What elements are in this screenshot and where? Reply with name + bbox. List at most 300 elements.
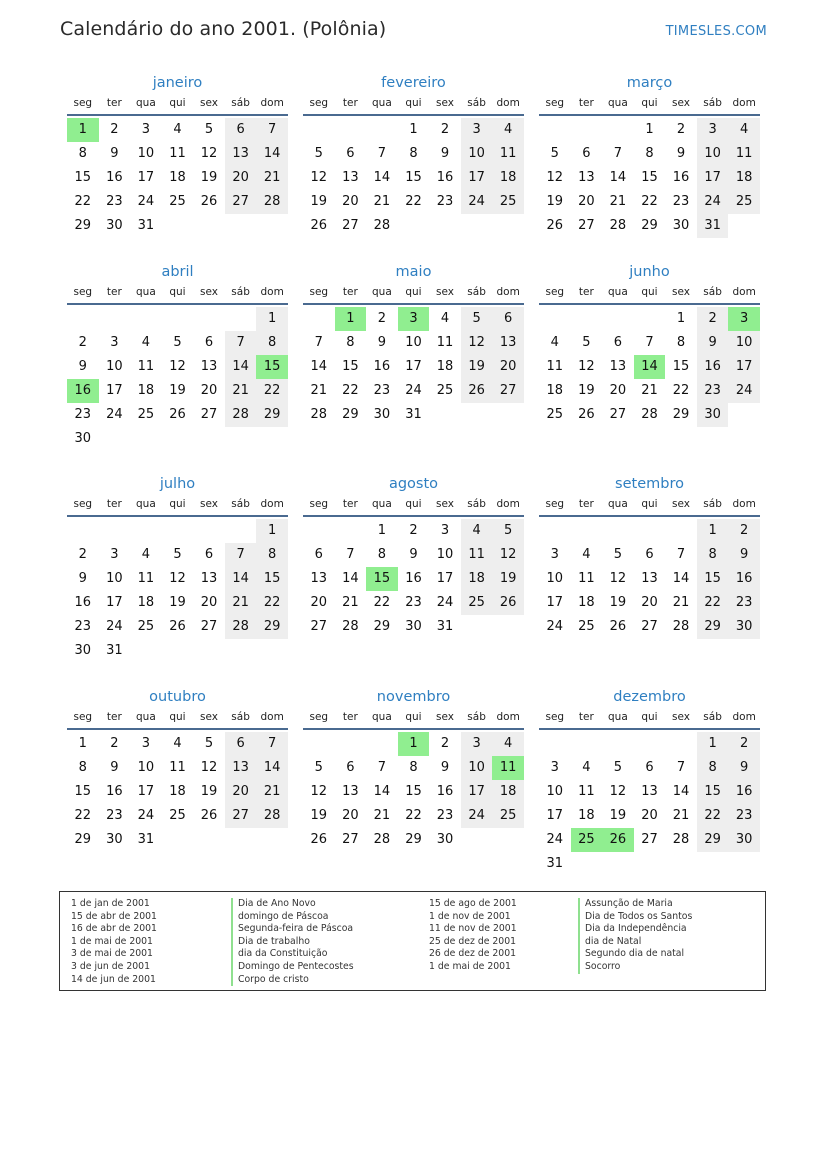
day-cell: 11 bbox=[137, 571, 155, 586]
weekday-label: qui bbox=[405, 97, 422, 109]
month-name: junho bbox=[629, 264, 670, 280]
day-cell: 16 bbox=[436, 784, 454, 799]
day-cell: 24 bbox=[106, 407, 123, 422]
weekday-label: sex bbox=[672, 498, 691, 510]
weekday-label: dom bbox=[732, 97, 756, 109]
day-cell: 12 bbox=[310, 784, 328, 799]
weekday-label: ter bbox=[578, 498, 594, 510]
weekday-label: seg bbox=[309, 97, 329, 109]
empty-cell bbox=[602, 118, 634, 142]
weekday-label: dom bbox=[496, 498, 520, 510]
day-cell: 8 bbox=[645, 146, 654, 161]
legend-date: 1 de nov de 2001 bbox=[429, 910, 511, 922]
weekday-label: dom bbox=[732, 711, 756, 723]
day-cell: 25 bbox=[546, 407, 564, 422]
empty-cell bbox=[602, 307, 634, 331]
day-cell: 12 bbox=[609, 571, 627, 586]
day-cell: 24 bbox=[728, 379, 760, 403]
day-cell: 29 bbox=[641, 218, 658, 233]
day-cell: 6 bbox=[645, 547, 654, 562]
day-cell: 14 bbox=[672, 784, 690, 799]
day-cell: 20 bbox=[342, 808, 359, 823]
month-junho bbox=[539, 261, 760, 427]
day-cell: 16 bbox=[405, 571, 422, 586]
day-cell: 31 bbox=[697, 214, 729, 238]
day-cell: 10 bbox=[137, 146, 155, 161]
day-cell: 10 bbox=[546, 571, 564, 586]
day-cell: 30 bbox=[405, 619, 422, 634]
day-cell: 10 bbox=[405, 335, 422, 350]
empty-cell bbox=[67, 307, 99, 331]
holiday-legend bbox=[59, 891, 766, 991]
day-cell: 26 bbox=[492, 591, 524, 615]
day-cell: 18 bbox=[137, 383, 155, 398]
day-cell: 15 bbox=[342, 359, 359, 374]
weekday-header bbox=[539, 283, 760, 305]
empty-cell bbox=[665, 519, 697, 543]
weekday-label: qui bbox=[405, 498, 422, 510]
empty-cell bbox=[366, 732, 398, 756]
day-cell: 15 bbox=[672, 359, 690, 374]
day-cell: 28 bbox=[225, 403, 257, 427]
day-grid bbox=[303, 307, 524, 427]
day-cell: 9 bbox=[697, 331, 729, 355]
day-cell: 24 bbox=[461, 804, 493, 828]
day-cell: 5 bbox=[550, 146, 559, 161]
day-cell: 17 bbox=[436, 571, 454, 586]
day-cell: 14 bbox=[609, 170, 627, 185]
day-cell: 17 bbox=[405, 359, 422, 374]
day-cell: 19 bbox=[200, 784, 218, 799]
day-grid bbox=[303, 118, 524, 238]
day-cell: 24 bbox=[546, 619, 564, 634]
day-cell: 7 bbox=[225, 331, 257, 355]
day-cell: 31 bbox=[546, 856, 564, 871]
day-cell: 14 bbox=[256, 142, 288, 166]
day-cell: 19 bbox=[310, 194, 328, 209]
day-cell: 18 bbox=[461, 567, 493, 591]
day-cell: 28 bbox=[373, 832, 391, 847]
month-janeiro bbox=[67, 72, 288, 238]
legend-holiday-name: Corpo de cristo bbox=[231, 974, 354, 987]
day-cell: 27 bbox=[342, 832, 359, 847]
weekday-label: ter bbox=[342, 286, 358, 298]
day-cell: 23 bbox=[697, 379, 729, 403]
day-cell: 28 bbox=[672, 619, 690, 634]
empty-cell bbox=[99, 307, 131, 331]
day-cell: 1 bbox=[377, 523, 387, 538]
day-cell: 18 bbox=[492, 780, 524, 804]
empty-cell bbox=[539, 118, 571, 142]
empty-cell bbox=[335, 732, 367, 756]
day-cell: 19 bbox=[461, 355, 493, 379]
weekday-label: qua bbox=[608, 97, 628, 109]
weekday-label: sáb bbox=[231, 286, 250, 298]
day-cell: 11 bbox=[169, 760, 186, 775]
day-cell: 26 bbox=[200, 808, 218, 823]
weekday-label: dom bbox=[732, 286, 756, 298]
day-cell: 28 bbox=[609, 218, 627, 233]
day-cell: 2 bbox=[110, 122, 119, 137]
weekday-label: seg bbox=[309, 286, 329, 298]
day-cell: 18 bbox=[436, 359, 454, 374]
day-cell: 13 bbox=[225, 756, 257, 780]
day-cell: 23 bbox=[436, 194, 454, 209]
day-cell: 9 bbox=[440, 760, 450, 775]
day-cell: 24 bbox=[405, 383, 422, 398]
day-cell: 12 bbox=[546, 170, 564, 185]
empty-cell bbox=[571, 732, 603, 756]
day-cell: 19 bbox=[609, 595, 627, 610]
day-cell: 22 bbox=[256, 379, 288, 403]
day-cell: 10 bbox=[697, 142, 729, 166]
weekday-label: sáb bbox=[703, 498, 722, 510]
day-cell: 14 bbox=[310, 359, 328, 374]
month-março bbox=[539, 72, 760, 238]
weekday-label: dom bbox=[260, 711, 284, 723]
month-name: agosto bbox=[388, 476, 439, 492]
day-cell: 10 bbox=[436, 547, 454, 562]
day-cell: 26 bbox=[546, 218, 564, 233]
legend-date: 15 de ago de 2001 bbox=[429, 898, 517, 909]
empty-cell bbox=[193, 519, 225, 543]
day-cell: 27 bbox=[342, 218, 359, 233]
day-cell: 13 bbox=[641, 784, 658, 799]
empty-cell bbox=[634, 307, 666, 331]
weekday-header bbox=[539, 94, 760, 116]
day-cell: 28 bbox=[373, 218, 391, 233]
day-cell: 21 bbox=[225, 591, 257, 615]
day-cell: 7 bbox=[377, 760, 387, 775]
holiday-day-cell: 26 bbox=[602, 828, 634, 852]
day-cell: 14 bbox=[373, 170, 391, 185]
day-cell: 20 bbox=[225, 166, 257, 190]
day-cell: 7 bbox=[676, 760, 686, 775]
day-cell: 26 bbox=[310, 832, 328, 847]
weekday-label: seg bbox=[73, 97, 93, 109]
empty-cell bbox=[225, 519, 257, 543]
weekday-label: qui bbox=[641, 498, 658, 510]
day-cell: 8 bbox=[346, 335, 355, 350]
day-cell: 4 bbox=[728, 118, 760, 142]
day-cell: 5 bbox=[613, 547, 623, 562]
day-cell: 2 bbox=[78, 335, 87, 350]
day-cell: 15 bbox=[641, 170, 658, 185]
day-cell: 29 bbox=[697, 615, 729, 639]
day-cell: 13 bbox=[342, 784, 359, 799]
weekday-label: seg bbox=[73, 711, 93, 723]
legend-holiday-name: Assunção de Maria bbox=[578, 898, 692, 911]
holiday-day-cell: 14 bbox=[634, 355, 666, 379]
day-cell: 12 bbox=[200, 760, 218, 775]
day-cell: 28 bbox=[310, 407, 328, 422]
legend-date: 14 de jun de 2001 bbox=[71, 973, 156, 985]
day-cell: 5 bbox=[204, 122, 214, 137]
day-cell: 19 bbox=[492, 567, 524, 591]
legend-holiday-name: Segundo dia de natal bbox=[578, 948, 692, 961]
month-novembro bbox=[303, 686, 524, 852]
day-cell: 4 bbox=[492, 118, 524, 142]
day-cell: 12 bbox=[461, 331, 493, 355]
day-cell: 13 bbox=[310, 571, 328, 586]
day-cell: 5 bbox=[173, 547, 182, 562]
empty-cell bbox=[67, 519, 99, 543]
day-cell: 13 bbox=[200, 359, 218, 374]
day-cell: 12 bbox=[609, 784, 627, 799]
empty-cell bbox=[162, 307, 194, 331]
day-cell: 5 bbox=[314, 760, 323, 775]
day-cell: 26 bbox=[169, 407, 186, 422]
day-cell: 11 bbox=[461, 543, 493, 567]
weekday-label: ter bbox=[342, 498, 358, 510]
day-cell: 23 bbox=[728, 591, 760, 615]
day-cell: 11 bbox=[169, 146, 186, 161]
day-cell: 26 bbox=[200, 194, 218, 209]
day-cell: 4 bbox=[440, 311, 450, 326]
legend-holiday-name: Dia de Ano Novo bbox=[231, 898, 354, 911]
day-cell: 27 bbox=[225, 190, 257, 214]
weekday-header bbox=[67, 94, 288, 116]
day-cell: 15 bbox=[74, 784, 92, 799]
day-cell: 27 bbox=[200, 619, 218, 634]
day-cell: 29 bbox=[672, 407, 690, 422]
day-cell: 26 bbox=[461, 379, 493, 403]
day-cell: 27 bbox=[641, 832, 658, 847]
holiday-day-cell: 1 bbox=[398, 732, 430, 756]
day-cell: 8 bbox=[377, 547, 387, 562]
day-cell: 7 bbox=[645, 335, 654, 350]
weekday-label: qui bbox=[169, 711, 186, 723]
weekday-header bbox=[303, 495, 524, 517]
day-cell: 22 bbox=[256, 591, 288, 615]
day-cell: 5 bbox=[314, 146, 323, 161]
empty-cell bbox=[193, 307, 225, 331]
month-agosto bbox=[303, 473, 524, 639]
day-cell: 14 bbox=[256, 756, 288, 780]
day-cell: 6 bbox=[346, 760, 355, 775]
empty-cell bbox=[539, 307, 571, 331]
day-cell: 29 bbox=[256, 403, 288, 427]
page-title: Calendário do ano 2001. (Polônia) bbox=[60, 18, 387, 40]
day-cell: 28 bbox=[256, 190, 288, 214]
weekday-header bbox=[539, 495, 760, 517]
day-cell: 17 bbox=[546, 595, 564, 610]
day-cell: 14 bbox=[342, 571, 359, 586]
day-cell: 21 bbox=[373, 194, 391, 209]
weekday-label: sáb bbox=[703, 286, 722, 298]
weekday-label: ter bbox=[578, 97, 594, 109]
day-cell: 28 bbox=[641, 407, 658, 422]
weekday-label: sáb bbox=[467, 711, 486, 723]
weekday-label: qui bbox=[641, 97, 658, 109]
day-cell: 23 bbox=[373, 383, 391, 398]
day-cell: 2 bbox=[728, 732, 760, 756]
day-cell: 1 bbox=[645, 122, 654, 137]
day-cell: 28 bbox=[342, 619, 359, 634]
legend-holiday-name: domingo de Páscoa bbox=[231, 911, 354, 924]
day-cell: 28 bbox=[256, 804, 288, 828]
empty-cell bbox=[602, 519, 634, 543]
day-cell: 2 bbox=[728, 519, 760, 543]
day-cell: 31 bbox=[106, 643, 123, 658]
day-cell: 10 bbox=[106, 359, 123, 374]
month-name: fevereiro bbox=[381, 75, 446, 91]
day-cell: 27 bbox=[200, 407, 218, 422]
empty-cell bbox=[571, 307, 603, 331]
weekday-label: sáb bbox=[467, 97, 486, 109]
day-cell: 21 bbox=[256, 780, 288, 804]
day-cell: 22 bbox=[342, 383, 359, 398]
weekday-label: qua bbox=[136, 286, 156, 298]
day-cell: 2 bbox=[676, 122, 686, 137]
day-cell: 30 bbox=[728, 615, 760, 639]
empty-cell bbox=[539, 732, 571, 756]
day-cell: 2 bbox=[377, 311, 387, 326]
day-cell: 16 bbox=[436, 170, 454, 185]
day-cell: 19 bbox=[546, 194, 564, 209]
day-cell: 8 bbox=[697, 756, 729, 780]
day-cell: 16 bbox=[728, 567, 760, 591]
day-cell: 20 bbox=[609, 383, 627, 398]
legend-date: 1 de mai de 2001 bbox=[429, 960, 511, 972]
day-cell: 10 bbox=[461, 142, 493, 166]
day-cell: 12 bbox=[310, 170, 328, 185]
day-cell: 20 bbox=[492, 355, 524, 379]
day-cell: 10 bbox=[461, 756, 493, 780]
day-cell: 7 bbox=[676, 547, 686, 562]
weekday-header bbox=[67, 283, 288, 305]
day-cell: 11 bbox=[546, 359, 564, 374]
legend-date: 3 de mai de 2001 bbox=[71, 948, 153, 960]
day-cell: 31 bbox=[137, 218, 155, 233]
day-cell: 8 bbox=[676, 335, 686, 350]
weekday-label: sáb bbox=[467, 286, 486, 298]
day-cell: 2 bbox=[440, 736, 450, 751]
day-cell: 3 bbox=[141, 736, 151, 751]
day-cell: 7 bbox=[314, 335, 323, 350]
day-cell: 31 bbox=[405, 407, 422, 422]
weekday-label: qua bbox=[608, 286, 628, 298]
day-cell: 24 bbox=[461, 190, 493, 214]
legend-holiday-name: dia de Natal bbox=[578, 936, 692, 949]
day-cell: 8 bbox=[409, 760, 418, 775]
day-cell: 15 bbox=[256, 567, 288, 591]
day-cell: 27 bbox=[578, 218, 595, 233]
weekday-label: seg bbox=[545, 498, 565, 510]
brand-link[interactable]: TIMESLES.COM bbox=[665, 24, 767, 39]
day-cell: 5 bbox=[204, 736, 214, 751]
day-cell: 3 bbox=[141, 122, 151, 137]
day-grid bbox=[67, 732, 288, 852]
day-cell: 11 bbox=[436, 335, 454, 350]
day-cell: 1 bbox=[256, 519, 288, 543]
day-cell: 7 bbox=[377, 146, 387, 161]
weekday-label: seg bbox=[73, 498, 93, 510]
day-cell: 24 bbox=[137, 808, 155, 823]
day-cell: 10 bbox=[137, 760, 155, 775]
weekday-label: qua bbox=[136, 711, 156, 723]
legend-col2-names bbox=[578, 898, 692, 974]
day-cell: 2 bbox=[78, 547, 87, 562]
weekday-label: sex bbox=[200, 286, 219, 298]
day-cell: 18 bbox=[578, 808, 595, 823]
legend-col1-names bbox=[231, 898, 354, 986]
day-cell: 1 bbox=[78, 736, 87, 751]
weekday-label: qua bbox=[372, 97, 392, 109]
weekday-label: ter bbox=[342, 711, 358, 723]
day-cell: 19 bbox=[200, 170, 218, 185]
day-cell: 20 bbox=[225, 780, 257, 804]
day-cell: 8 bbox=[697, 543, 729, 567]
month-name: abril bbox=[161, 264, 194, 280]
weekday-label: sáb bbox=[231, 97, 250, 109]
day-cell: 6 bbox=[314, 547, 323, 562]
day-cell: 17 bbox=[106, 383, 123, 398]
day-cell: 18 bbox=[169, 170, 186, 185]
month-outubro bbox=[67, 686, 288, 852]
day-cell: 16 bbox=[106, 784, 123, 799]
day-cell: 20 bbox=[641, 808, 658, 823]
weekday-label: qua bbox=[136, 97, 156, 109]
day-cell: 19 bbox=[578, 383, 595, 398]
day-cell: 5 bbox=[173, 335, 182, 350]
day-cell: 30 bbox=[106, 218, 123, 233]
day-cell: 17 bbox=[461, 166, 493, 190]
weekday-header bbox=[303, 283, 524, 305]
day-cell: 27 bbox=[310, 619, 328, 634]
weekday-label: sáb bbox=[703, 97, 722, 109]
weekday-label: sáb bbox=[467, 498, 486, 510]
day-cell: 18 bbox=[492, 166, 524, 190]
day-cell: 30 bbox=[74, 643, 92, 658]
weekday-label: sex bbox=[436, 97, 455, 109]
day-grid bbox=[303, 732, 524, 852]
day-cell: 19 bbox=[609, 808, 627, 823]
weekday-label: ter bbox=[106, 498, 122, 510]
day-cell: 11 bbox=[578, 571, 595, 586]
day-cell: 2 bbox=[110, 736, 119, 751]
day-cell: 13 bbox=[578, 170, 595, 185]
day-cell: 23 bbox=[728, 804, 760, 828]
day-cell: 5 bbox=[492, 519, 524, 543]
day-cell: 6 bbox=[582, 146, 591, 161]
day-cell: 1 bbox=[697, 519, 729, 543]
month-name: julho bbox=[159, 476, 196, 492]
day-cell: 1 bbox=[697, 732, 729, 756]
day-cell: 31 bbox=[137, 832, 155, 847]
day-cell: 29 bbox=[697, 828, 729, 852]
day-cell: 4 bbox=[141, 547, 151, 562]
day-cell: 21 bbox=[672, 808, 690, 823]
day-cell: 25 bbox=[578, 619, 595, 634]
day-cell: 22 bbox=[697, 591, 729, 615]
legend-date: 26 de dez de 2001 bbox=[429, 948, 517, 960]
day-cell: 2 bbox=[440, 122, 450, 137]
day-cell: 29 bbox=[405, 832, 422, 847]
day-cell: 20 bbox=[310, 595, 328, 610]
weekday-label: qui bbox=[169, 97, 186, 109]
month-julho bbox=[67, 473, 288, 663]
day-cell: 24 bbox=[436, 595, 454, 610]
day-cell: 26 bbox=[169, 619, 186, 634]
weekday-label: ter bbox=[578, 286, 594, 298]
day-cell: 11 bbox=[492, 142, 524, 166]
day-cell: 22 bbox=[641, 194, 658, 209]
day-cell: 27 bbox=[492, 379, 524, 403]
day-cell: 23 bbox=[74, 619, 92, 634]
month-name: janeiro bbox=[152, 75, 203, 91]
legend-col2-dates bbox=[429, 898, 517, 974]
